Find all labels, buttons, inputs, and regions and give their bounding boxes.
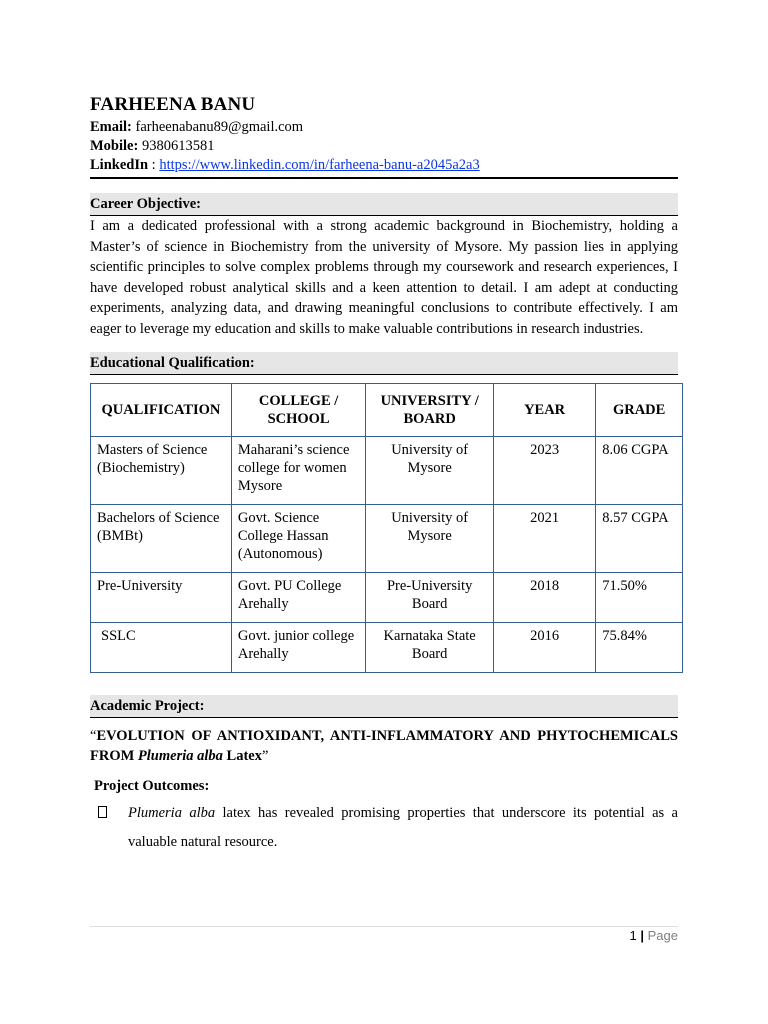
academic-project-heading: Academic Project:: [90, 695, 678, 718]
title-species: Plumeria alba: [137, 747, 223, 764]
table-row: [91, 572, 683, 622]
linkedin-separator: :: [151, 157, 156, 173]
qualification-cell: SSLC: [91, 622, 232, 672]
grade-cell: 8.06 CGPA: [596, 436, 683, 504]
table-row: [91, 436, 683, 504]
candidate-name: FARHEENA BANU: [90, 94, 256, 115]
table-row: [91, 622, 683, 672]
mobile-line: [90, 137, 678, 156]
education-table: [90, 383, 683, 673]
table-row: [91, 504, 683, 572]
year-cell: 2023: [493, 436, 595, 504]
outcome-species: Plumeria alba: [128, 804, 216, 821]
page-number: 1: [629, 928, 637, 943]
column-header: YEAR: [493, 383, 595, 436]
title-close-quote: ”: [261, 747, 269, 764]
linkedin-line: [90, 156, 678, 175]
page-footer: [630, 928, 679, 943]
title-main: EVOLUTION OF ANTIOXIDANT, ANTI-INFLAMMATORY AND PHYTOCHEMICALS FROM: [90, 727, 678, 764]
grade-cell: 8.57 CGPA: [596, 504, 683, 572]
linkedin-link[interactable]: https://www.linkedin.com/in/farheena-banu-a2045a2a3: [159, 157, 480, 173]
college-cell: Govt. PU College Arehally: [231, 572, 365, 622]
college-cell: Govt. junior college Arehally: [231, 622, 365, 672]
college-cell: Govt. Science College Hassan (Autonomous): [231, 504, 365, 572]
column-header: UNIVERSITY / BOARD: [366, 383, 494, 436]
year-cell: 2021: [493, 504, 595, 572]
page-separator: |: [640, 928, 644, 943]
column-header: QUALIFICATION: [91, 383, 232, 436]
year-cell: 2018: [493, 572, 595, 622]
education-heading: Educational Qualification:: [90, 352, 678, 375]
email-value: farheenabanu89@gmail.com: [135, 119, 304, 135]
resume-page: [90, 92, 678, 857]
column-header: GRADE: [596, 383, 683, 436]
career-objective-heading: Career Objective:: [90, 193, 678, 216]
footer-divider: [90, 926, 678, 927]
qualification-cell: Pre-University: [91, 572, 232, 622]
university-cell: University of Mysore: [366, 436, 494, 504]
column-header: COLLEGE / SCHOOL: [231, 383, 365, 436]
grade-cell: 71.50%: [596, 572, 683, 622]
contact-block: [90, 118, 678, 175]
email-label: Email:: [90, 119, 132, 135]
outcome-description: latex has revealed promising properties that underscore its potential as a valuable natural resource.: [128, 804, 678, 850]
list-item: [90, 799, 678, 857]
university-cell: University of Mysore: [366, 504, 494, 572]
mobile-label: Mobile:: [90, 138, 139, 154]
title-open-quote: “: [90, 727, 97, 744]
college-cell: Maharani’s science college for women Mysore: [231, 436, 365, 504]
qualification-cell: Masters of Science (Biochemistry): [91, 436, 232, 504]
email-line: [90, 118, 678, 137]
grade-cell: 75.84%: [596, 622, 683, 672]
page-label: Page: [647, 928, 678, 943]
university-cell: Pre-University Board: [366, 572, 494, 622]
outcome-text: [128, 799, 678, 857]
project-title: [90, 726, 678, 766]
linkedin-label: LinkedIn: [90, 157, 149, 173]
qualification-cell: Bachelors of Science (BMBt): [91, 504, 232, 572]
career-objective-text: I am a dedicated professional with a strong academic background in Biochemistry, holding a Master’s of science in Biochemistry from the university of Mysore. My passion lies in applying scientific principles to solve complex problems through my coursework and research experiences, I have developed robust analytical skills and a keen attention to detail. I am adept at conducting experiments, analyzing data, and drawing meaningful conclusions to contribute effectively. I am eager to leverage my education and skills to make valuable contributions in research industries.: [90, 218, 678, 337]
checkbox-bullet-icon: [90, 799, 128, 857]
table-header-row: [91, 383, 683, 436]
title-tail: Latex: [222, 747, 262, 764]
year-cell: 2016: [493, 622, 595, 672]
mobile-value: 9380613581: [141, 138, 215, 154]
university-cell: Karnataka State Board: [366, 622, 494, 672]
project-outcomes-heading: Project Outcomes:: [94, 777, 210, 794]
